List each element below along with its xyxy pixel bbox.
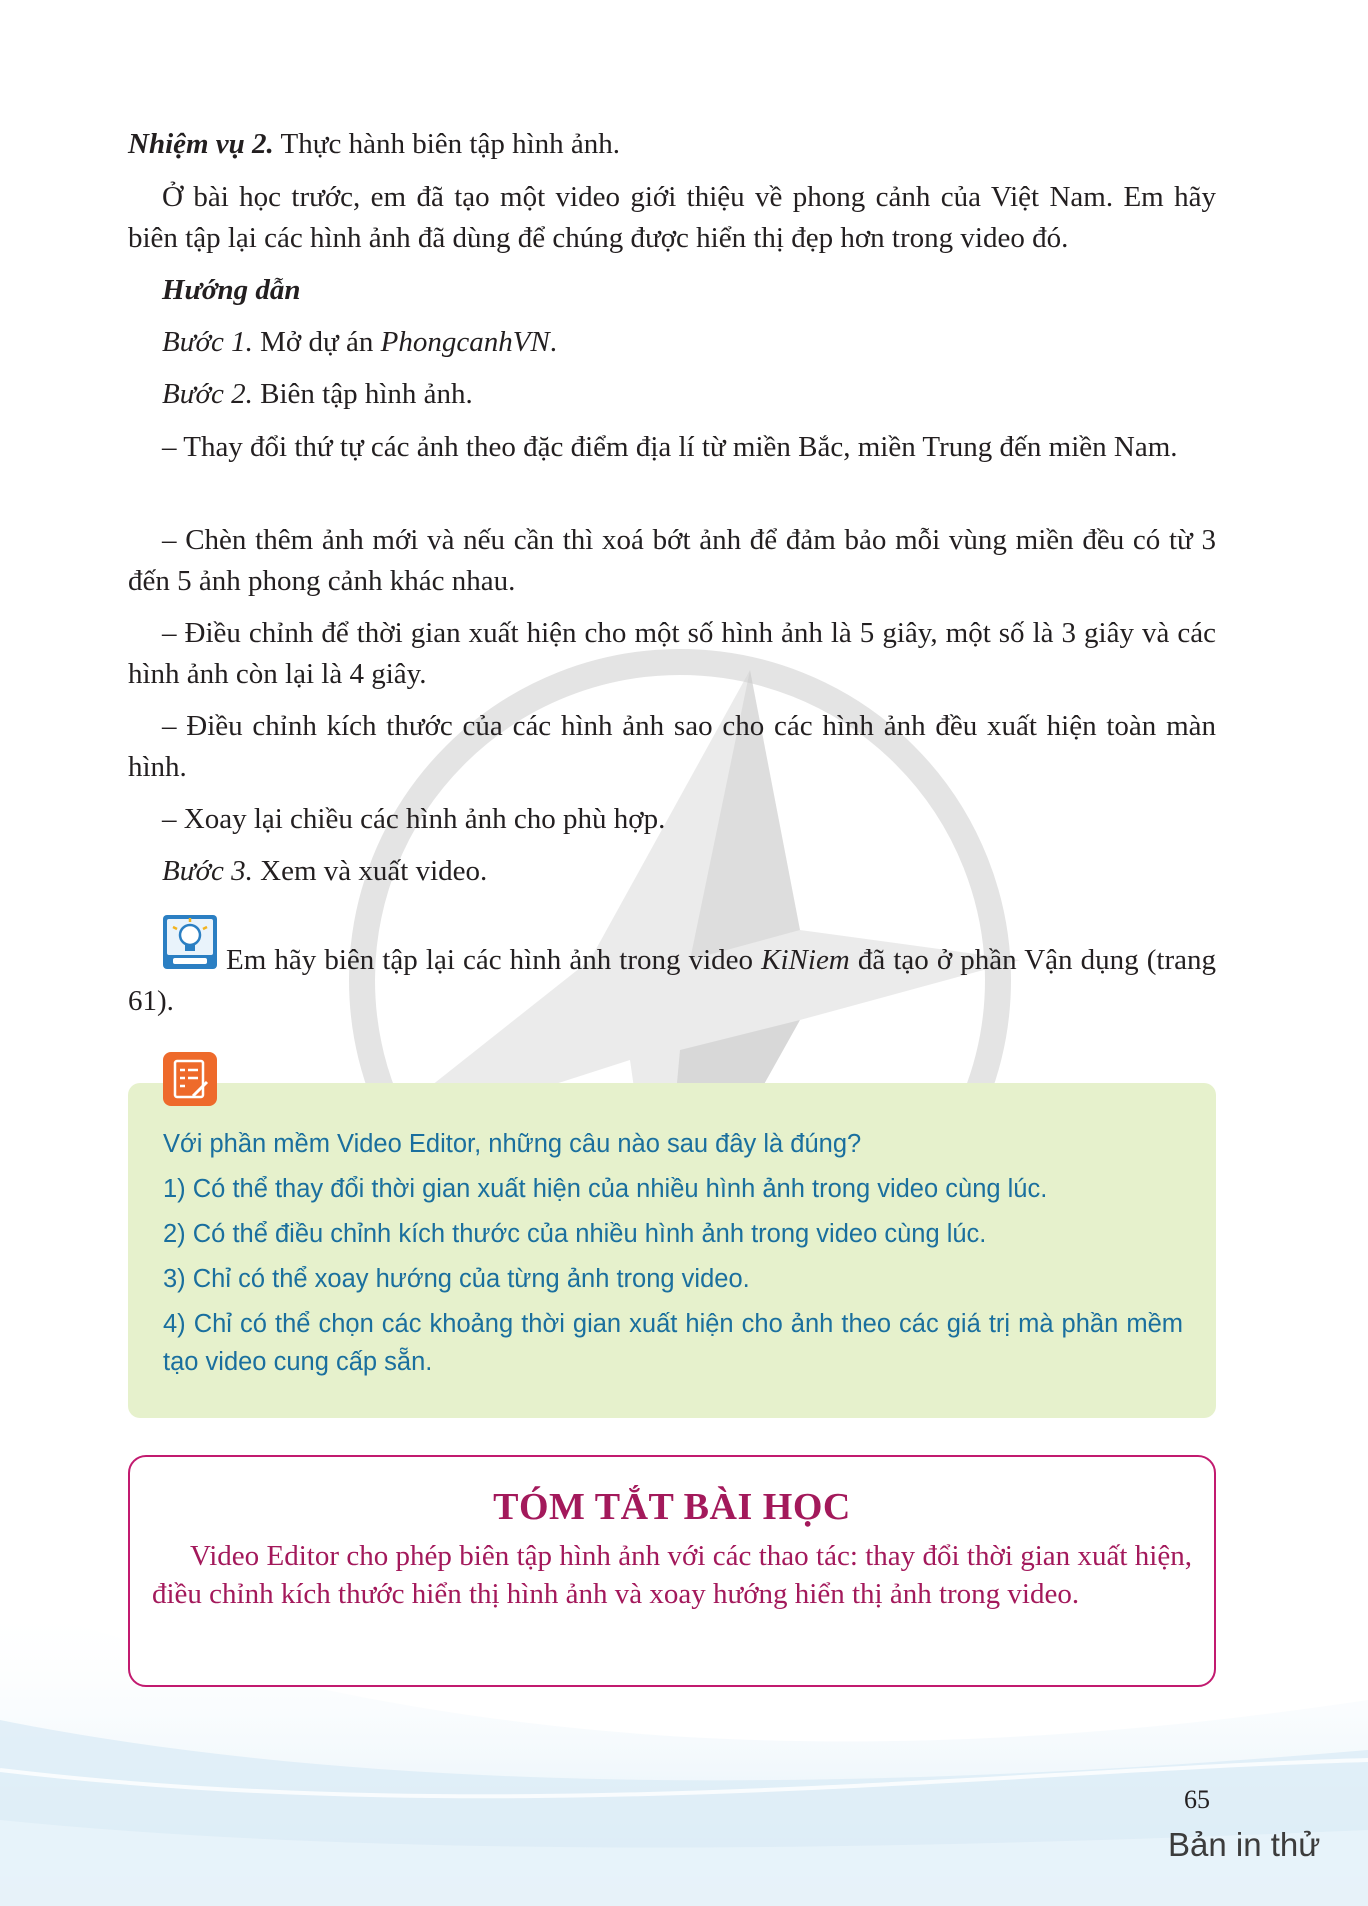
step-2-label: Bước 2.: [162, 378, 253, 410]
step-2-text: Biên tập hình ảnh.: [260, 378, 473, 410]
step-1: [128, 322, 1216, 363]
step-2-bullet: – Điều chỉnh để thời gian xuất hiện cho một số hình ảnh là 5 giây, một số là 3 giây và các hình ảnh còn lại là 4 giây.: [128, 617, 1216, 690]
quiz-option: 1) Có thể thay đổi thời gian xuất hiện của nhiều hình ảnh trong video cùng lúc.: [163, 1175, 1048, 1203]
task-description: Ở bài học trước, em đã tạo một video giới thiệu về phong cảnh của Việt Nam. Em hãy biên tập lại các hình ảnh đã dùng để chúng được hiển thị đẹp hơn trong video đó.: [128, 181, 1216, 254]
task-heading: [128, 124, 1216, 165]
checklist-icon: [163, 1052, 217, 1106]
task-title: Thực hành biên tập hình ảnh.: [280, 128, 621, 160]
step-1-end: .: [549, 326, 558, 358]
step-2-bullet: – Điều chỉnh kích thước của các hình ảnh sao cho các hình ảnh đều xuất hiện toàn màn hình.: [128, 710, 1216, 783]
step-1-text: Mở dự án: [260, 326, 381, 358]
step-3-text: Xem và xuất video.: [260, 855, 488, 887]
summary-title: TÓM TẮT BÀI HỌC: [493, 1486, 851, 1528]
guide-heading: Hướng dẫn: [162, 274, 301, 306]
apply-video-name: KiNiem: [761, 944, 850, 976]
quiz-option: 3) Chỉ có thể xoay hướng của từng ảnh trong video.: [163, 1265, 750, 1293]
apply-text: [128, 940, 1216, 1022]
quiz-option: 4) Chỉ có thể chọn các khoảng thời gian xuất hiện cho ảnh theo các giá trị mà phần mềm tạo video cung cấp sẵn.: [163, 1310, 1183, 1376]
step-2: [128, 374, 1216, 415]
apply-text-before: Em hãy biên tập lại các hình ảnh trong video: [226, 944, 762, 976]
draft-label: Bản in thử: [1168, 1826, 1321, 1863]
apply-text-after: đã tạo ở phần Vận dụng (trang 61).: [128, 944, 1216, 1017]
lesson-summary: [128, 1455, 1216, 1687]
step-2-bullet: – Thay đổi thứ tự các ảnh theo đặc điểm địa lí từ miền Bắc, miền Trung đến miền Nam.: [162, 431, 1178, 463]
task-label: Nhiệm vụ 2.: [128, 128, 274, 160]
step-1-label: Bước 1.: [162, 326, 253, 358]
step-1-project: PhongcanhVN: [380, 326, 550, 358]
page-number: 65: [1184, 1785, 1210, 1814]
step-2-bullet: – Xoay lại chiều các hình ảnh cho phù hợp.: [162, 803, 666, 835]
quiz-option: 2) Có thể điều chỉnh kích thước của nhiều hình ảnh trong video cùng lúc.: [163, 1220, 987, 1248]
step-2-bullet: – Chèn thêm ảnh mới và nếu cần thì xoá bớt ảnh để đảm bảo mỗi vùng miền đều có từ 3 đến 5 ảnh phong cảnh khác nhau.: [128, 524, 1216, 597]
summary-text: Video Editor cho phép biên tập hình ảnh với các thao tác: thay đổi thời gian xuất hiện, điều chỉnh kích thước hiển thị hình ảnh và xoay hướng hiển thị ảnh trong video.: [152, 1540, 1192, 1610]
quiz-box: [128, 1083, 1216, 1418]
step-3: [128, 851, 1216, 892]
quiz-question: Với phần mềm Video Editor, những câu nào sau đây là đúng?: [163, 1130, 862, 1158]
step-3-label: Bước 3.: [162, 855, 253, 887]
